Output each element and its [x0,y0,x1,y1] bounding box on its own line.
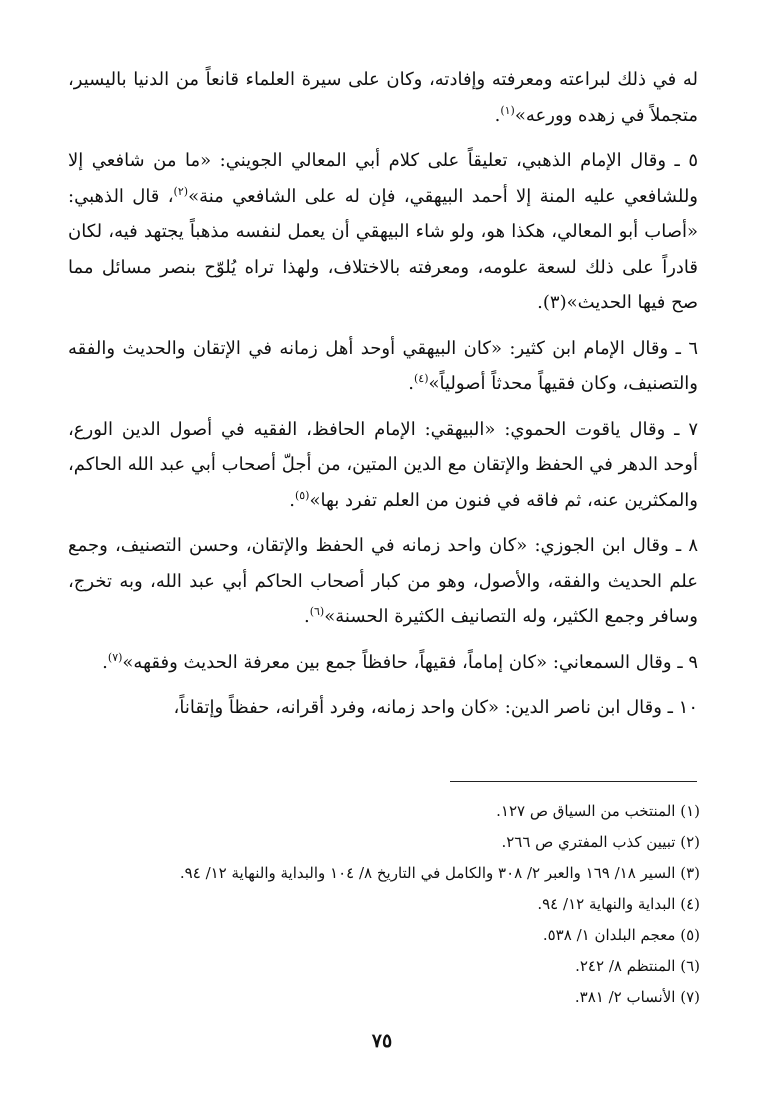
footnotes [68,796,700,1013]
footnote-marker: (٦) [309,605,325,618]
footnote: (٣) السير ١٨/ ١٦٩ والعبر ٢/ ٣٠٨ والكامل في التاريخ ٨/ ١٠٤ والبداية والنهاية ١٢/ ٩٤. [179,864,700,882]
paragraph: ٨ ـ وقال ابن الجوزي: «كان واحد زمانه في الحفظ والإتقان، وحسن التصنيف، وجمع علم الحديث والفقه، والأصول، وهو من كبار أصحاب الحاكم أبي عبد الله، وبه تخرج، وسافر وجمع الكثير، وله التصانيف الكثيرة الحسنة»$^{(٦)}$. [68,535,698,627]
footnote-divider [450,781,697,782]
page-number: ٧٥ [371,1030,393,1052]
footnote: (٤) البداية والنهاية ١٢/ ٩٤. [537,895,700,913]
footnote-marker: (٥) [294,488,310,502]
paragraph: ٩ ـ وقال السمعاني: «كان إماماً، فقيهاً، حافظاً جمع بين معرفة الحديث وفقهه»$^{(٧)}$. [102,650,698,673]
paragraph: له في ذلك لبراعته ومعرفته وإفادته، وكان على سيرة العلماء قانعاً من الدنيا باليسير، متجملاً في زهده وورعه»$^{(١)}$. [68,69,698,126]
footnote: (٧) الأنساب ٢/ ٣٨١. [574,988,700,1006]
paragraph: ٥ ـ وقال الإمام الذهبي، تعليقاً على كلام أبي المعالي الجويني: «ما من شافعي إلا وللشافعي عليه المنة إلا أحمد البيهقي، فإن له على الشافعي منة»$^{(٢)}$، قال الذهبي: «أصاب أبو المعالي، هكذا هو، ولو شاء البيهقي أن يعمل لنفسه مذهباً يجتهد فيه، لكان قادراً على ذلك لسعة علومه، ومعرفته بالاختلاف، ولهذا تراه يُلوّح بنصر مسائل مما صح فيها الحديث»(٣). [68,150,698,313]
footnote: (٥) معجم البلدان ١/ ٥٣٨. [542,926,700,944]
footnote-marker: (٢) [173,184,189,198]
footnote: (٦) المنتظم ٨/ ٢٤٢. [575,957,700,975]
paragraph: ٦ ـ وقال الإمام ابن كثير: «كان البيهقي أوحد أهل زمانه في الإتقان والحديث والفقه والتصنيف، وكان فقيهاً محدثاً أصولياً»$^{(٤)}$. [68,337,698,394]
main-text [68,62,698,736]
footnote: (٢) تبيين كذب المفتري ص ٢٦٦. [501,833,700,851]
footnote: (١) المنتخب من السياق ص ١٢٧. [496,802,700,820]
paragraph: ٧ ـ وقال ياقوت الحموي: «البيهقي: الإمام الحافظ، الفقيه في أصول الدين الورع، أوحد الدهر في الحفظ والإتقان مع الدين المتين، من أجلّ أصحاب أبي عبد الله الحاكم، والمكثرين عنه، ثم فاقه في فنون من العلم تفرد بها»$^{(٥)}$. [68,418,698,511]
paragraph: ١٠ ـ وقال ابن ناصر الدين: «كان واحد زمانه، وفرد أقرانه، حفظاً وإتقاناً، [173,697,698,718]
footnote-marker: (٤) [413,372,429,385]
footnote-marker: (١) [500,103,515,117]
footnote-marker: (٧) [107,650,123,664]
